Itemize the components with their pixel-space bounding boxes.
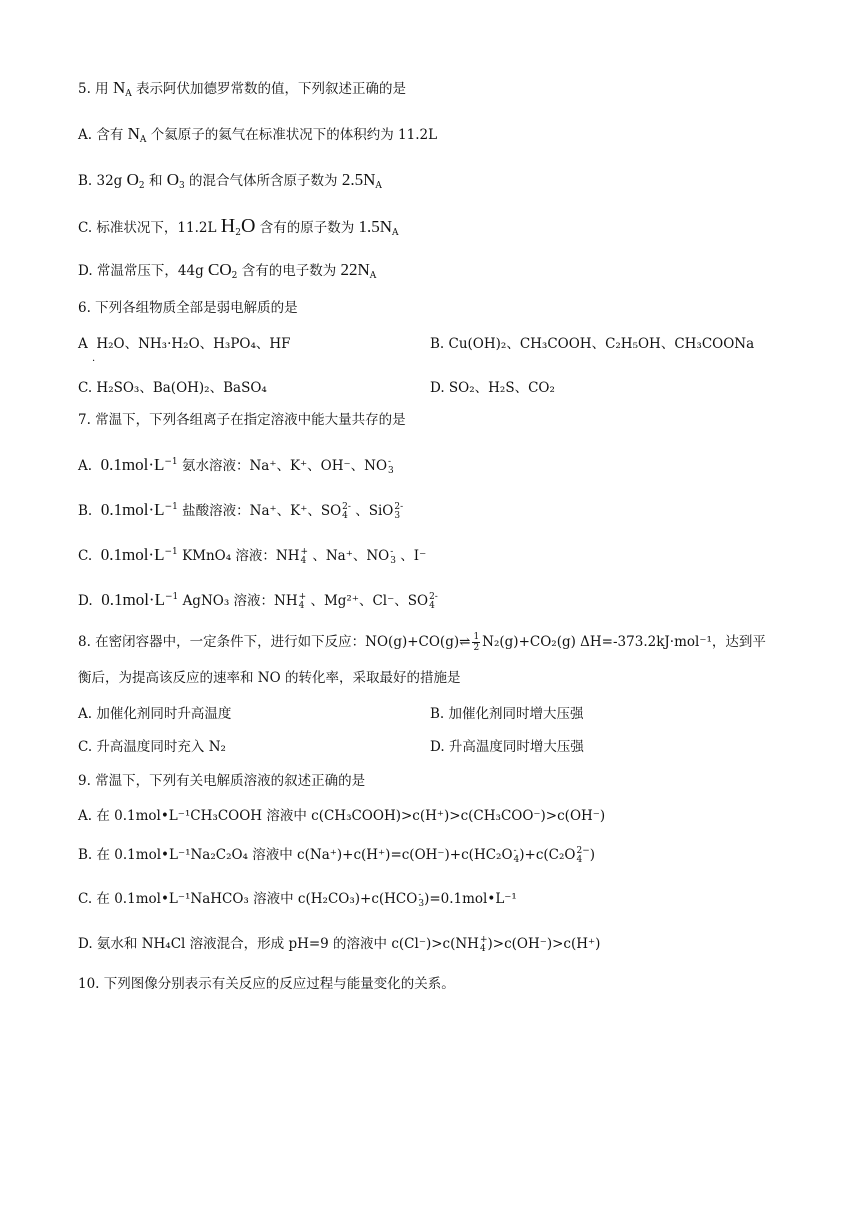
q7-stem: 7. 常温下，下列各组离子在指定溶液中能大量共存的是 [78, 412, 406, 428]
q8-stem-line1 [78, 632, 766, 653]
q7-option-a [78, 452, 394, 476]
symbol-n: N [357, 260, 370, 279]
ion-charge [301, 548, 309, 566]
text: C. 标准状况下，11.2L [78, 220, 217, 236]
sub-a: A [139, 135, 147, 145]
text: 、Na⁺、NO [312, 548, 390, 564]
q8-stem-line2: 衡后，为提高该反应的速率和 NO 的转化率，采取最好的措施是 [78, 670, 461, 686]
q5-stem [78, 78, 406, 104]
text: 氨水溶液：Na⁺、K⁺、OH⁻、NO [181, 458, 388, 474]
text: 5. 用 [78, 81, 109, 97]
mark-dot: · [92, 356, 96, 367]
sub-a: A [369, 271, 377, 281]
q7-option-c [78, 542, 426, 566]
symbol-co: CO [208, 260, 232, 279]
ion-charge [429, 593, 438, 611]
charge: 2- [394, 501, 404, 512]
charge: 2− [576, 845, 590, 856]
text: KMnO₄ 溶液：NH [182, 548, 300, 564]
concentration: 0.1mol·L [101, 590, 165, 609]
text: D. 常温常压下，44g [78, 263, 204, 279]
count: 4 [479, 943, 486, 954]
count: 4 [429, 600, 435, 611]
q6-option-c: C. H₂SO₃、Ba(OH)₂、BaSO₄ [78, 380, 267, 396]
text: 的混合气体所含原子数为 [189, 173, 338, 189]
symbol-n: N [379, 217, 393, 236]
q6-option-a [78, 334, 291, 354]
ion-charge [394, 503, 403, 521]
charge: 2- [429, 591, 438, 602]
q7-option-d [78, 587, 438, 611]
ion-charge [342, 503, 351, 521]
concentration: 0.1mol·L [100, 455, 165, 474]
sup: −1 [164, 592, 179, 602]
q9-option-d [78, 934, 600, 954]
text: C. 在 0.1mol•L⁻¹NaHCO₃ 溶液中 c(H₂CO₃)+c(HCO [78, 891, 418, 907]
count: 4 [298, 600, 305, 611]
concentration: 0.1mol·L [100, 545, 165, 564]
label: D. [78, 593, 93, 609]
text: D. 氨水和 NH₄Cl 溶液混合，形成 pH=9 的溶液中 c(Cl⁻)>c(NH [78, 936, 479, 952]
text: 、Mg²⁺、Cl⁻、SO [310, 593, 429, 609]
count: 3 [418, 898, 425, 909]
label: C. [78, 548, 93, 564]
text: 含有的电子数为 [241, 263, 337, 279]
symbol-n: N [127, 124, 140, 143]
text: 、SiO [355, 503, 394, 519]
sub: 3 [179, 181, 185, 191]
concentration: 0.1mol·L [100, 500, 165, 519]
text: H₂O、NH₃·H₂O、H₃PO₄、HF [96, 336, 291, 352]
q9-option-a: A. 在 0.1mol•L⁻¹CH₃COOH 溶液中 c(CH₃COOH)>c(H⁺)>c(CH₃COO⁻)>c(OH⁻) [78, 808, 606, 824]
numerator: 1 [473, 632, 480, 642]
q9-stem: 9. 常温下，下列有关电解质溶液的叙述正确的是 [78, 773, 366, 789]
q6-option-d: D. SO₂、H₂S、CO₂ [430, 380, 555, 396]
text: ) [589, 847, 596, 863]
ion-charge [390, 548, 396, 566]
value: 2.5 [341, 170, 364, 189]
count: 4 [576, 854, 583, 865]
charge: + [479, 934, 488, 945]
text: A. 含有 [78, 127, 124, 143]
text: N₂(g)+CO₂(g) ΔH=-373.2kJ·mol⁻¹，达到平 [482, 634, 766, 650]
symbol-h: H [220, 215, 236, 237]
count: 4 [300, 555, 307, 566]
count: 3 [388, 465, 394, 476]
ion-charge [576, 847, 589, 865]
text: AgNO₃ 溶液：NH [182, 593, 298, 609]
charge: 2- [342, 501, 351, 512]
q8-option-a: A. 加催化剂同时升高温度 [78, 706, 232, 722]
sub: 2 [235, 228, 241, 238]
text: )>c(OH⁻)>c(H⁺) [487, 936, 601, 952]
value: 22 [340, 260, 358, 279]
charge: + [298, 591, 307, 602]
sub-a: A [392, 228, 399, 238]
ion-charge [299, 593, 307, 611]
symbol-o: O [166, 170, 180, 189]
text: B. 在 0.1mol•L⁻¹Na₂C₂O₄ 溶液中 c(Na⁺)+c(H⁺)=c(OH⁻)+c(HC₂O [78, 847, 513, 863]
denominator: 2 [473, 643, 480, 653]
symbol-n: N [112, 78, 126, 97]
q5-option-c [78, 216, 399, 243]
symbol-n: N [363, 170, 376, 189]
charge: - [390, 546, 394, 557]
sub: 2 [138, 181, 145, 191]
label: A. [78, 458, 93, 474]
charge: - [388, 456, 392, 467]
q8-option-c: C. 升高温度同时充入 N₂ [78, 739, 226, 755]
q8-option-b: B. 加催化剂同时增大压强 [430, 706, 584, 722]
symbol-o: O [126, 170, 139, 189]
q9-option-c [78, 889, 517, 909]
text: 、I⁻ [400, 548, 427, 564]
count: 4 [342, 510, 348, 521]
q6-stem: 6. 下列各组物质全部是弱电解质的是 [78, 300, 298, 316]
sup: −1 [164, 502, 178, 512]
charge: - [513, 845, 517, 856]
q5-option-d [78, 260, 376, 286]
ion-charge [388, 458, 394, 476]
text: 8. 在密闭容器中，一定条件下，进行如下反应：NO(g)+CO(g)⇌ [78, 634, 471, 650]
sub-a: A [375, 181, 382, 191]
q5-option-b [78, 170, 382, 196]
q7-option-b [78, 497, 403, 521]
q9-option-b [78, 845, 595, 865]
sup: −1 [164, 547, 178, 557]
value: 1.5 [358, 217, 380, 236]
text: 和 [148, 173, 163, 189]
label: B. [78, 503, 93, 519]
fraction-half [472, 632, 480, 653]
count: 4 [513, 854, 520, 865]
count: 3 [390, 555, 396, 566]
count: 3 [394, 510, 401, 521]
charge: - [418, 889, 422, 900]
q8-option-d: D. 升高温度同时增大压强 [430, 739, 584, 755]
text: 表示阿伏加德罗常数的值，下列叙述正确的是 [136, 81, 407, 97]
text: )=0.1mol•L⁻¹ [424, 891, 517, 907]
sup: −1 [164, 457, 178, 467]
text: 个氦原子的氦气在标准状况下的体积约为 11.2L [150, 127, 438, 143]
text: 盐酸溶液：Na⁺、K⁺、SO [182, 503, 342, 519]
symbol-o: O [240, 215, 256, 237]
text: )+c(C₂O [519, 847, 576, 863]
charge: + [300, 546, 309, 557]
q10-stem: 10. 下列图像分别表示有关反应的反应过程与能量变化的关系。 [78, 976, 455, 992]
text: 含有的原子数为 [259, 220, 355, 236]
q6-option-b: B. Cu(OH)₂、CH₃COOH、C₂H₅OH、CH₃COONa [430, 336, 755, 352]
q5-option-a [78, 124, 437, 150]
sub: 2 [231, 271, 238, 281]
sub-a: A [125, 89, 132, 99]
text: B. 32g [78, 173, 123, 189]
label: A [78, 336, 88, 352]
